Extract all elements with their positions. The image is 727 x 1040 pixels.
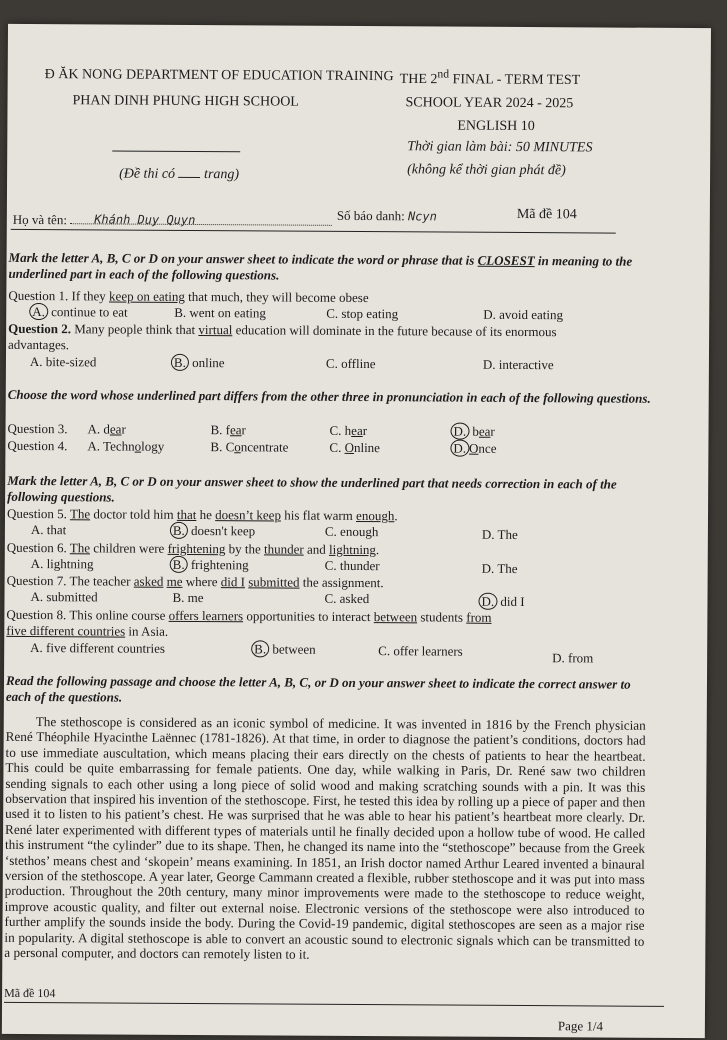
section-3-instruction: Mark the letter A, B, C or D on your answer sheet to show the underlined part that needs correction in each of the following questions. [7, 472, 617, 505]
q5-option-d[interactable]: D. The [481, 526, 518, 542]
question-2: Question 2. Many people think that virtual education will dominate in the future because of its enormous [8, 320, 557, 340]
page-number: Page 1/4 [557, 1018, 604, 1034]
question-5: Question 5. The doctor told him that he doesn’t keep his flat warm enough. [6, 505, 398, 524]
q2-option-d[interactable]: D. interactive [482, 356, 554, 373]
q4-option-b[interactable]: B. Concentrate [210, 439, 289, 455]
q5-option-c[interactable]: C. enough [324, 523, 379, 540]
q7-option-d[interactable]: D. did I [481, 594, 524, 610]
exam-sheet [2, 24, 711, 1038]
q1-option-a[interactable]: A. continue to eat [32, 304, 128, 321]
q3-option-b[interactable]: B. fear [210, 422, 246, 438]
exam-code: Mã đề 104 [516, 206, 577, 223]
q7-option-b[interactable]: B. me [172, 589, 204, 606]
q5-option-a[interactable]: A. that [30, 522, 67, 538]
q4-option-c[interactable]: C. Online [329, 439, 381, 456]
section-1-instruction: Mark the letter A, B, C or D on your answer sheet to indicate the word or phrase that is CLOSEST in meaning to the underlined part in each of the following questions. [8, 249, 633, 283]
question-4-label: Question 4. [7, 437, 68, 454]
q1-option-d[interactable]: D. avoid eating [483, 306, 564, 323]
question-3-label: Question 3. [7, 420, 68, 437]
section-2-instruction: Choose the word whose underlined part differs from the other three in pronunciation in each of the following questions. [7, 386, 651, 406]
q8-option-b[interactable]: B. between [254, 641, 316, 657]
q7-option-a[interactable]: A. submitted [30, 589, 98, 605]
q3-option-d[interactable]: D. bear [453, 424, 494, 440]
q1-option-b[interactable]: B. went on eating [174, 304, 267, 321]
q8-option-a[interactable]: A. five different countries [30, 640, 166, 656]
question-8-cont: five different countries in Asia. [6, 622, 169, 639]
q7-option-c[interactable]: C. asked [324, 590, 370, 607]
time-note: (không kể thời gian phát đề) [407, 162, 566, 179]
exam-title: THE 2nd FINAL - TERM TEST [399, 67, 581, 89]
q6-option-b[interactable]: B. frightening [173, 557, 249, 573]
page-count-line: (Đề thi có trang) [119, 166, 240, 183]
q8-option-d[interactable]: D. from [552, 650, 594, 666]
question-1: Question 1. If they keep on eating that much, they will become obese [8, 287, 369, 306]
department-name: Đ ĂK NONG DEPARTMENT OF EDUCATION TRAINING [44, 67, 394, 85]
q5-option-b[interactable]: B. doesn't keep [173, 523, 255, 540]
reading-passage [4, 714, 645, 964]
q4-option-a[interactable]: A. Technology [87, 438, 165, 454]
q4-option-d[interactable]: D. Once [453, 441, 496, 457]
passage-text: The stethoscope is considered as an iconic symbol of medicine. It was invented in 1816 by the French physician René Théophile Hyacinthe Laënnec (1781-1826). At that time, in order to diagnose the patient’s conditions, doctors had to use immediate auscultation, which means placing their ears directly on the chests of patients to hear the heartbeat. This could be quite embarrassing for female patients. One day, while walking in Paris, Dr. René saw two children sending signals to each other using a long piece of solid wood and making scratching sounds with a pin. It was this observation that inspired his invention of the stethoscope. First, he tested this idea by rolling up a piece of paper and then used it to listen to his patient’s chest. He was surprised that he was able to hear his patient’s heartbeat more clearly. Dr. René later experimented with different types of materials until he finally decided upon a hollow tube of wood. He called this instrument “the cylinder” due to its shape. Then, he changed its name into the “stethoscope” because from the Greek ‘stethos’ means chest and ‘skopein’ means examining. In 1851, an Irish doctor named Arthur Leared invented a binaural version of the stethoscope. A year later, George Cammann created a flexible, rubber stethoscope and it was put into mass production. Throughout the 20th century, many minor improvements were made to the stethoscope to reduce weight, improve acoustic quality, and filter out external noise. Electronic versions of the stethoscope were also introduced to further amplify the sounds inside the body. During the Covid-19 pandemic, digital stethoscopes are seen as a major rise in popularity. A digital stethoscope is able to convert an acoustic sound to electronic signals which can be transmitted to a personal computer, and doctors can remotely listen to it. [4, 714, 646, 962]
q8-option-c[interactable]: C. offer learners [378, 643, 463, 659]
subject: ENGLISH 10 [457, 118, 535, 135]
q2-option-c[interactable]: C. offline [325, 355, 376, 372]
footer-divider [4, 1002, 664, 1007]
q6-option-c[interactable]: C. thunder [324, 557, 380, 574]
q3-option-a[interactable]: A. dear [87, 421, 126, 437]
student-name-handwriting: Khánh Duy Quyn [94, 212, 196, 228]
question-7: Question 7. The teacher asked me where did I submitted the assignment. [6, 572, 384, 591]
student-name-line[interactable]: Họ và tên: Khánh Duy Quyn [13, 212, 332, 230]
school-name: PHAN DINH PHUNG HIGH SCHOOL [72, 93, 299, 110]
q1-option-c[interactable]: C. stop eating [326, 305, 399, 322]
school-year: SCHOOL YEAR 2024 - 2025 [405, 95, 574, 112]
q2-option-a[interactable]: A. bite-sized [29, 353, 97, 370]
question-8: Question 8. This online course offers learners opportunities to interact between students from [6, 606, 492, 625]
q3-option-c[interactable]: C. hear [329, 422, 368, 439]
candidate-number-handwriting: Ncyn [407, 209, 437, 224]
time-allowed: Thời gian làm bài: 50 MINUTES [407, 139, 593, 156]
question-2-cont: advantages. [8, 336, 70, 353]
q6-option-d[interactable]: D. The [481, 560, 518, 576]
candidate-number-line[interactable]: Số báo danh: Ncyn [336, 207, 437, 224]
footer-exam-code: Mã đề 104 [4, 985, 56, 1001]
q6-option-a[interactable]: A. lightning [30, 556, 94, 572]
section-4-instruction: Read the following passage and choose the letter A, B, C, or D on your answer sheet to indicate the correct answer to each of the questions. [5, 672, 631, 705]
q2-option-b[interactable]: B. online [174, 355, 225, 371]
header-divider [112, 150, 240, 152]
question-6: Question 6. The children were frightening by the thunder and lightning. [6, 539, 380, 558]
